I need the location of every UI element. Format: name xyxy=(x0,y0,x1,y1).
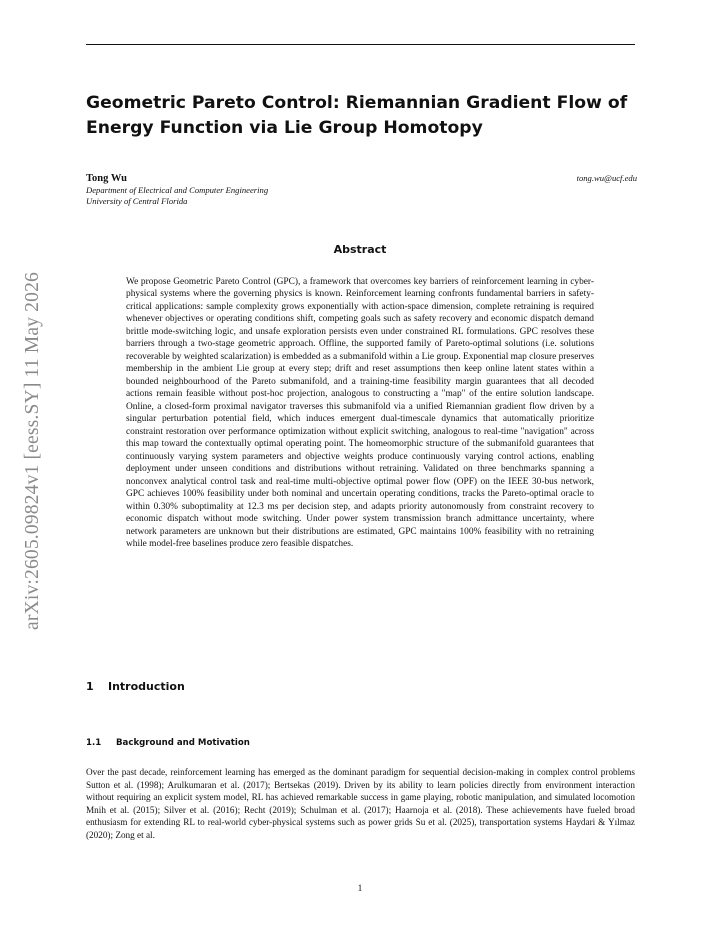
section-number: 1 xyxy=(86,680,94,693)
abstract-text: We propose Geometric Pareto Control (GPC), a framework that overcomes key barriers of reinforcement learning in cyber-physical systems where the governing physics is known. Reinforcement learning confronts fundamental barriers in safety-critical applications: sample complexity grows exponentially with action-space dimension, complete retraining is required whenever objectives or operating conditions shift, competing goals such as safety recovery and economic dispatch demand brittle mode-switching logic, and unsafe exploration persists even under constrained RL formulations. GPC resolves these barriers through a two-stage geometric approach. Offline, the supported family of Pareto-optimal solutions (i.e. solutions recoverable by weighted scalarization) is embedded as a submanifold within a Lie group. Exponential map closure preserves membership in the ambient Lie group at every step; drift and reset assumptions then keep online latent states within a bounded neighbourhood of the Pareto submanifold, and a training-time feasibility margin guarantees that all decoded actions remain feasible without post-hoc projection, analogous to constructing a "map" of the entire solution landscape. Online, a closed-form proximal navigator traverses this submanifold via a unified Riemannian gradient flow driven by a singular perturbation potential field, which induces emergent dual-timescale dynamics that automatically prioritize constraint restoration over performance optimization without explicit switching, analogous to real-time "navigation" across this map toward the contextually optimal operating point. The homeomorphic structure of the submanifold guarantees that continuously varying system parameters and objective weights produce continuously varying control actions, enabling deployment under unseen conditions and distributions without retraining. Validated on three benchmarks spanning a nonconvex analytical control task and real-time multi-objective optimal power flow (OPF) on the IEEE 30-bus network, GPC achieves 100% feasibility under both nominal and uncertain operating conditions, tracks the Pareto-optimal oracle to within 0.30% suboptimality at 12.3 ms per decision step, and adapts priority autonomously from constraint recovery to economic dispatch without mode switching. Under power system transmission branch admittance uncertainty, where network parameters are unknown but their distributions are estimated, GPC maintains 100% feasibility with no retraining while model-free baselines produce zero feasible dispatches. xyxy=(126,277,594,550)
author-block xyxy=(86,172,641,207)
section-heading xyxy=(86,680,185,693)
author-department: Department of Electrical and Computer Engineering xyxy=(86,185,269,195)
subsection-title: Background and Motivation xyxy=(116,738,250,748)
arxiv-identifier[interactable]: arXiv:2605.09824v1 [eess.SY] 11 May 2026 xyxy=(22,272,43,630)
abstract-heading: Abstract xyxy=(333,243,387,256)
subsection-number: 1.1 xyxy=(86,738,102,748)
author-university: University of Central Florida xyxy=(86,196,188,206)
section-title: Introduction xyxy=(108,680,185,693)
author-name: Tong Wu xyxy=(86,173,127,184)
page-number: 1 xyxy=(357,884,363,894)
header-rule xyxy=(86,44,635,45)
author-email[interactable]: tong.wu@ucf.edu xyxy=(576,173,637,183)
subsection-heading xyxy=(86,738,250,748)
paper-title: Geometric Pareto Control: Riemannian Gradient Flow of Energy Function via Lie Group Homotopy xyxy=(86,93,628,138)
intro-paragraph: Over the past decade, reinforcement learning has emerged as the dominant paradigm for sequential decision-making in complex control problems Sutton et al. (1998); Arulkumaran et al. (2017); Bertsekas (2019). Driven by its ability to learn policies directly from environment interaction without requiring an explicit system model, RL has achieved remarkable success in game playing, robotic manipulation, and simulated locomotion Mnih et al. (2015); Silver et al. (2016); Recht (2019); Schulman et al. (2017); Haarnoja et al. (2018). These achievements have fueled broad enthusiasm for extending RL to real-world cyber-physical systems such as power grids Su et al. (2025), transportation systems Haydari & Yılmaz (2020); Zong et al. xyxy=(86,767,635,840)
